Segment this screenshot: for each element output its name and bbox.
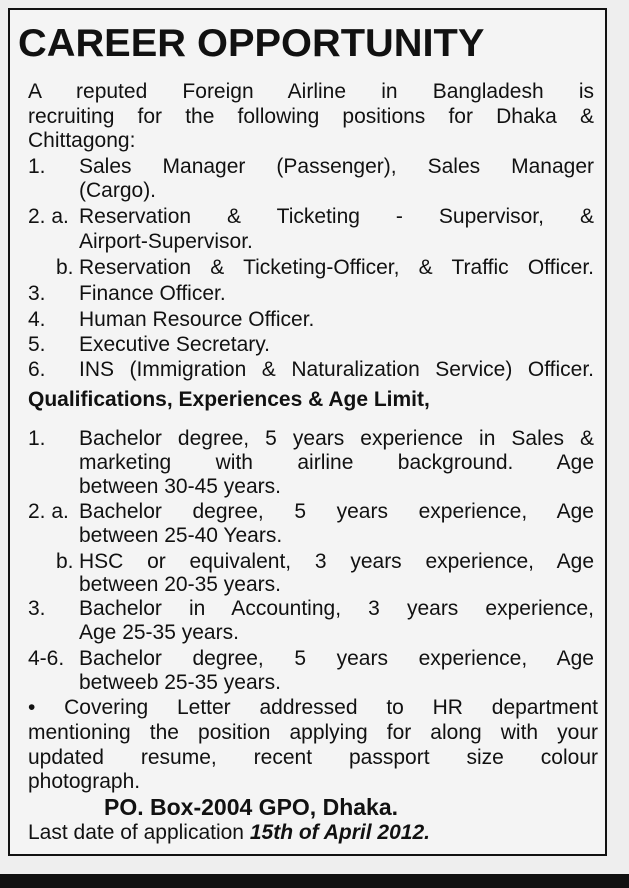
intro-line-3: Chittagong: <box>28 129 136 152</box>
qualification-text: Bachelor degree, 5 years experience, Age <box>79 647 594 670</box>
position-text: Finance Officer. <box>79 282 226 305</box>
po-box-address: PO. Box-2004 GPO, Dhaka. <box>104 794 399 820</box>
position-text: (Cargo). <box>79 179 157 202</box>
position-text: Sales Manager (Passenger), Sales Manager <box>79 155 594 178</box>
position-text: Human Resource Officer. <box>79 308 315 331</box>
qualification-text: Bachelor degree, 5 years experience in Sales & <box>79 427 594 450</box>
position-text: Reservation & Ticketing - Supervisor, & <box>79 205 594 228</box>
bottom-border-rule <box>0 874 629 888</box>
position-text: Airport-Supervisor. <box>79 230 253 253</box>
position-text: INS (Immigration & Naturalization Service) Officer. <box>79 358 594 381</box>
position-number: 6. <box>28 358 46 381</box>
ad-title: CAREER OPPORTUNITY <box>18 22 485 65</box>
intro-line-1: A reputed Foreign Airline in Bangladesh is <box>28 80 594 103</box>
deadline-line <box>28 822 430 843</box>
qualification-text: Bachelor degree, 5 years experience, Age <box>79 500 594 523</box>
qualification-number: 1. <box>28 427 46 450</box>
position-number: 2. a. <box>28 205 69 228</box>
deadline-date: 15th of April 2012. <box>249 821 430 844</box>
qualification-text: Age 25-35 years. <box>79 621 239 644</box>
intro-line-2: recruiting for the following positions for Dhaka & <box>28 105 594 128</box>
position-number: b. <box>56 256 74 279</box>
deadline-label: Last date of application <box>28 821 244 844</box>
position-number: 1. <box>28 155 46 178</box>
qualification-text: betweeb 25-35 years. <box>79 671 281 694</box>
qualification-number: b. <box>56 550 74 573</box>
covering-letter-line: updated resume, recent passport size colour <box>28 746 598 769</box>
covering-letter-line: mentioning the position applying for along with your <box>28 721 598 744</box>
qualification-number: 3. <box>28 597 46 620</box>
qualification-text: HSC or equivalent, 3 years experience, Age <box>79 550 594 573</box>
qualification-text: between 30-45 years. <box>79 475 281 498</box>
covering-letter-line: • Covering Letter addressed to HR department <box>28 696 598 719</box>
qualification-text: between 20-35 years. <box>79 573 281 596</box>
position-text: Executive Secretary. <box>79 333 271 356</box>
covering-letter-line: photograph. <box>28 770 141 793</box>
position-number: 5. <box>28 333 46 356</box>
qualification-text: between 25-40 Years. <box>79 524 283 547</box>
position-number: 4. <box>28 308 46 331</box>
qualification-text: Bachelor in Accounting, 3 years experience, <box>79 597 594 620</box>
qualifications-heading: Qualifications, Experiences & Age Limit, <box>28 388 430 411</box>
qualification-text: marketing with airline background. Age <box>79 451 594 474</box>
qualification-number: 4-6. <box>28 647 65 670</box>
position-text: Reservation & Ticketing-Officer, & Traffic Officer. <box>79 256 594 279</box>
qualification-number: 2. a. <box>28 500 69 523</box>
position-number: 3. <box>28 282 46 305</box>
